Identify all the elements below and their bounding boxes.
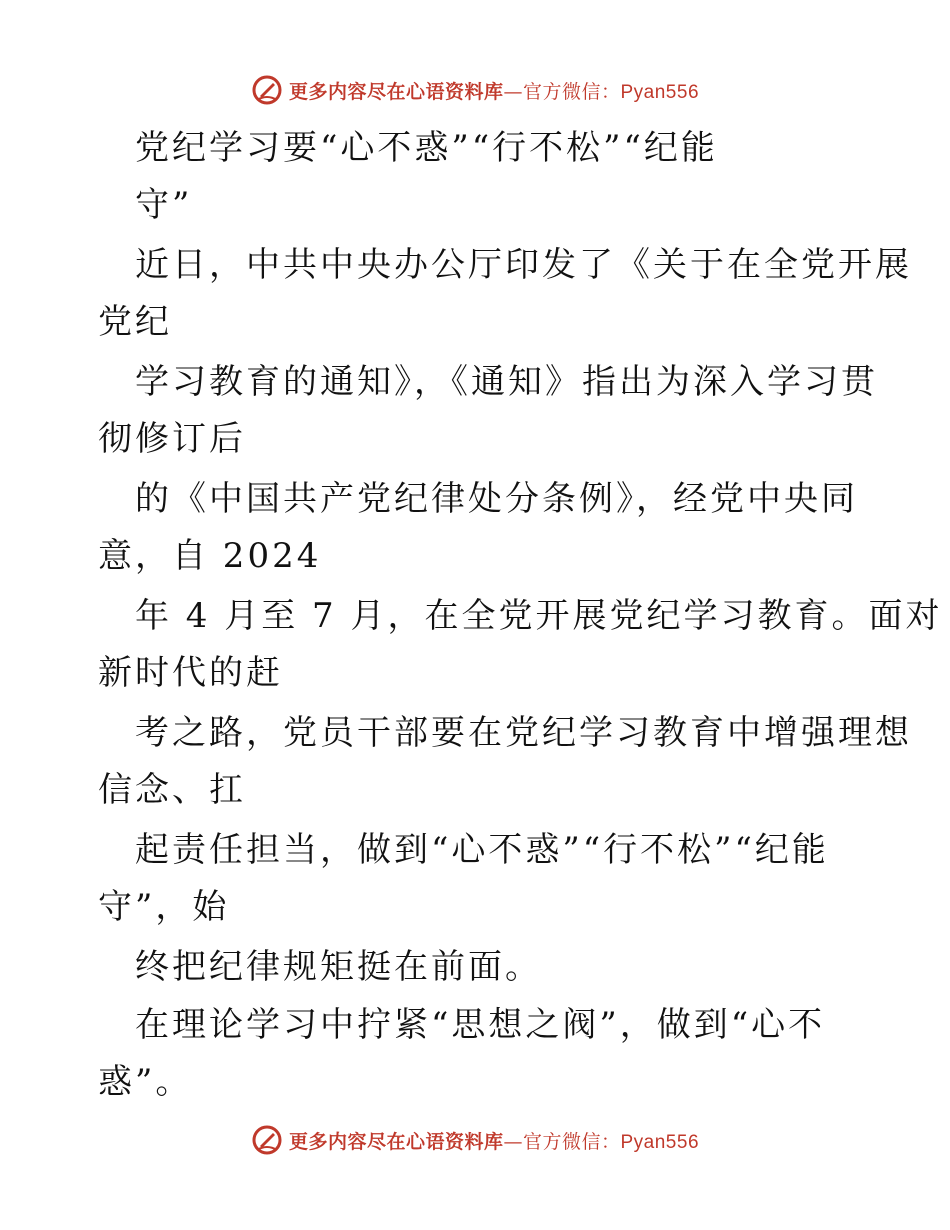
document-title-line-2: 守”	[135, 185, 193, 225]
paragraph-line: 意，自 2024	[98, 536, 322, 576]
banner-dash: —	[503, 80, 523, 103]
paragraph-line: 惑”。	[98, 1062, 193, 1102]
paragraph-line: 党纪	[98, 302, 172, 342]
paragraph-line: 年 4 月至 7 月，在全党开展党纪学习教育。面对	[135, 596, 943, 636]
paragraph-line: 新时代的赶	[98, 653, 283, 693]
banner-library-text: 更多内容尽在心语资料库	[288, 80, 504, 103]
paragraph-line: 近日，中共中央办公厅印发了《关于在全党开展	[135, 245, 912, 285]
banner-wechat-id: Pyan556	[620, 81, 700, 103]
banner-wechat-label: 官方微信：	[522, 1130, 621, 1153]
paragraph-line: 守”，始	[98, 887, 230, 927]
banner-wechat-id: Pyan556	[620, 1131, 700, 1153]
footer-banner	[0, 1120, 950, 1160]
paragraph-line: 学习教育的通知》，《通知》指出为深入学习贯	[135, 362, 878, 402]
banner-text	[289, 1127, 699, 1154]
paragraph-line: 的《中国共产党纪律处分条例》，经党中央同	[135, 479, 858, 519]
banner-dash: —	[503, 1130, 523, 1153]
library-logo-icon	[251, 1124, 283, 1156]
paragraph-line: 彻修订后	[98, 419, 246, 459]
paragraph-line: 在理论学习中拧紧“思想之阀”，做到“心不	[135, 1005, 826, 1045]
paragraph-line: 起责任担当，做到“心不惑”“行不松”“纪能	[135, 830, 829, 870]
paragraph-line: 终把纪律规矩挺在前面。	[135, 947, 542, 987]
paragraph-line: 信念、扛	[98, 770, 246, 810]
banner-wechat-label: 官方微信：	[522, 80, 621, 103]
document-title-line-1: 党纪学习要“心不惑”“行不松”“纪能	[135, 128, 718, 168]
paragraph-line: 考之路，党员干部要在党纪学习教育中增强理想	[135, 713, 912, 753]
banner-library-text: 更多内容尽在心语资料库	[288, 1130, 504, 1153]
